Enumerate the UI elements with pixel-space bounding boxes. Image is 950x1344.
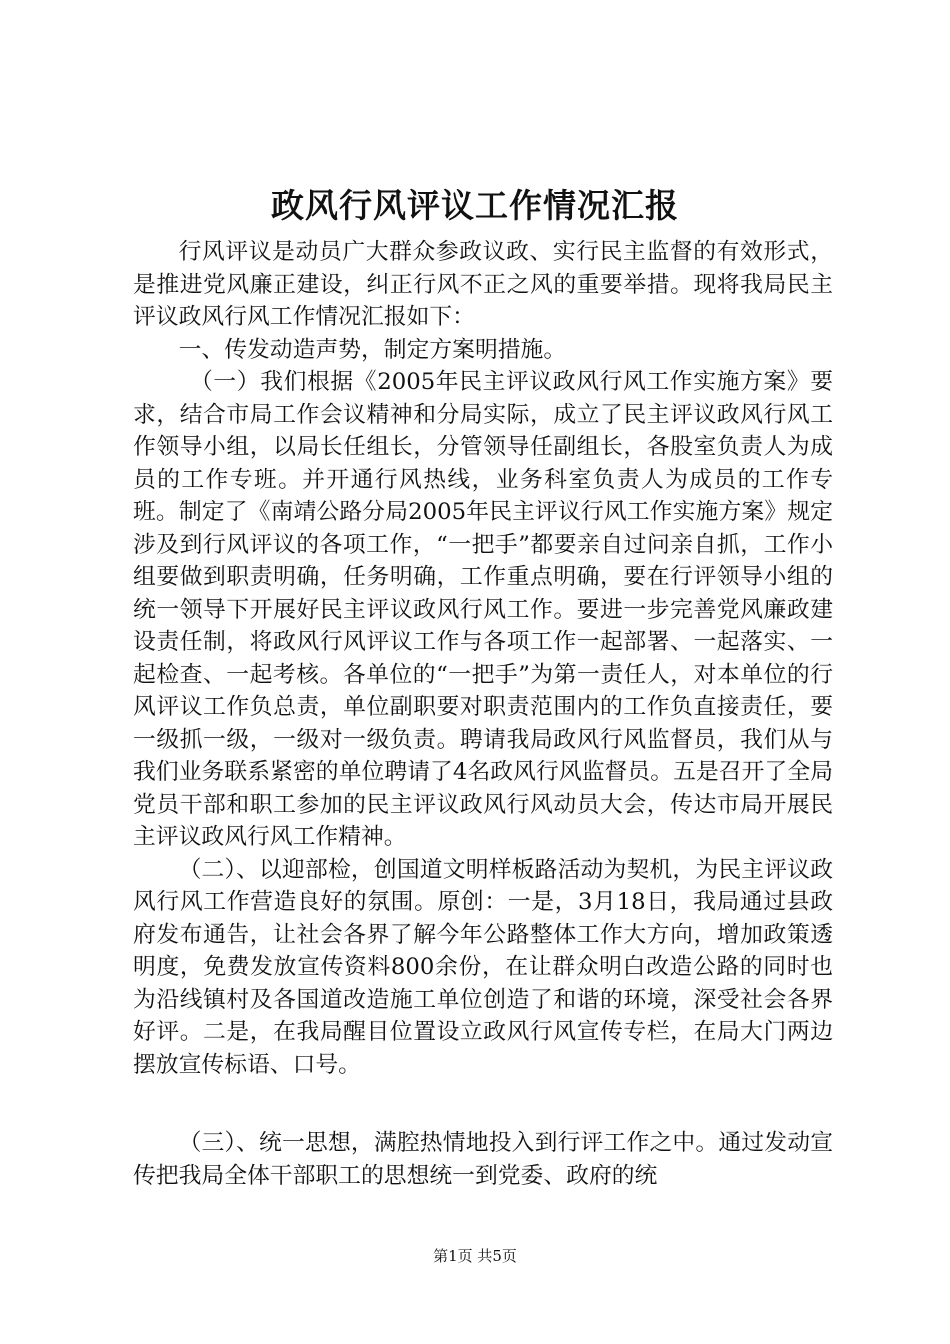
paragraph-spacer <box>133 1081 833 1127</box>
page-footer: 第1页 共5页 <box>433 1247 517 1265</box>
paragraph-item-three: （三）、统一思想，满腔热情地投入到行评工作之中。通过发动宣传把我局全体干部职工的思想统一到党委、政府的统 <box>133 1130 833 1189</box>
paragraph-section-heading: 一、传发动造声势，制定方案明措施。 <box>178 336 567 363</box>
paragraph-intro: 行风评议是动员广大群众参政议政、实行民主监督的有效形式，是推进党风廉正建设，纠正行风不正之风的重要举措。现将我局民主评议政风行风工作情况汇报如下： <box>133 239 833 330</box>
document-title: 政风行风评议工作情况汇报 <box>271 186 679 225</box>
document-body <box>133 236 833 1192</box>
paragraph-item-two: （二）、以迎部检，创国道文明样板路活动为契机，为民主评议政风行风工作营造良好的氛围。原创：一是，3月18日，我局通过县政府发布通告，让社会各界了解今年公路整体工作大方向，增加政策透明度，免费发放宣传资料800余份，在让群众明白改造公路的同时也为沿线镇村及各国道改造施工单位创造了和谐的环境，深受社会各界好评。二是，在我局醒目位置设立政风行风宣传专栏，在局大门两边摆放宣传标语、口号。 <box>133 856 833 1078</box>
paragraph-item-one: （一）我们根据《2005年民主评议政风行风工作实施方案》要求，结合市局工作会议精神和分局实际，成立了民主评议政风行风工作领导小组，以局长任组长，分管领导任副组长，各股室负责人为成员的工作专班。并开通行风热线，业务科室负责人为成员的工作专班。制定了《南靖公路分局2005年民主评议行风工作实施方案》规定涉及到行风评议的各项工作，“一把手”都要亲自过问亲自抓，工作小组要做到职责明确，任务明确，工作重点明确，要在行评领导小组的统一领导下开展好民主评议政风行风工作。要进一步完善党风廉政建设责任制，将政风行风评议工作与各项工作一起部署、一起落实、一起检查、一起考核。各单位的“一把手”为第一责任人，对本单位的行风评议工作负总责，单位副职要对职责范围内的工作负直接责任，要一级抓一级，一级对一级负责。聘请我局政风行风监督员，我们从与我们业务联系紧密的单位聘请了4名政风行风监督员。五是召开了全局党员干部和职工参加的民主评议政风行风动员大会，传达市局开展民主评议政风行风工作精神。 <box>133 369 833 850</box>
